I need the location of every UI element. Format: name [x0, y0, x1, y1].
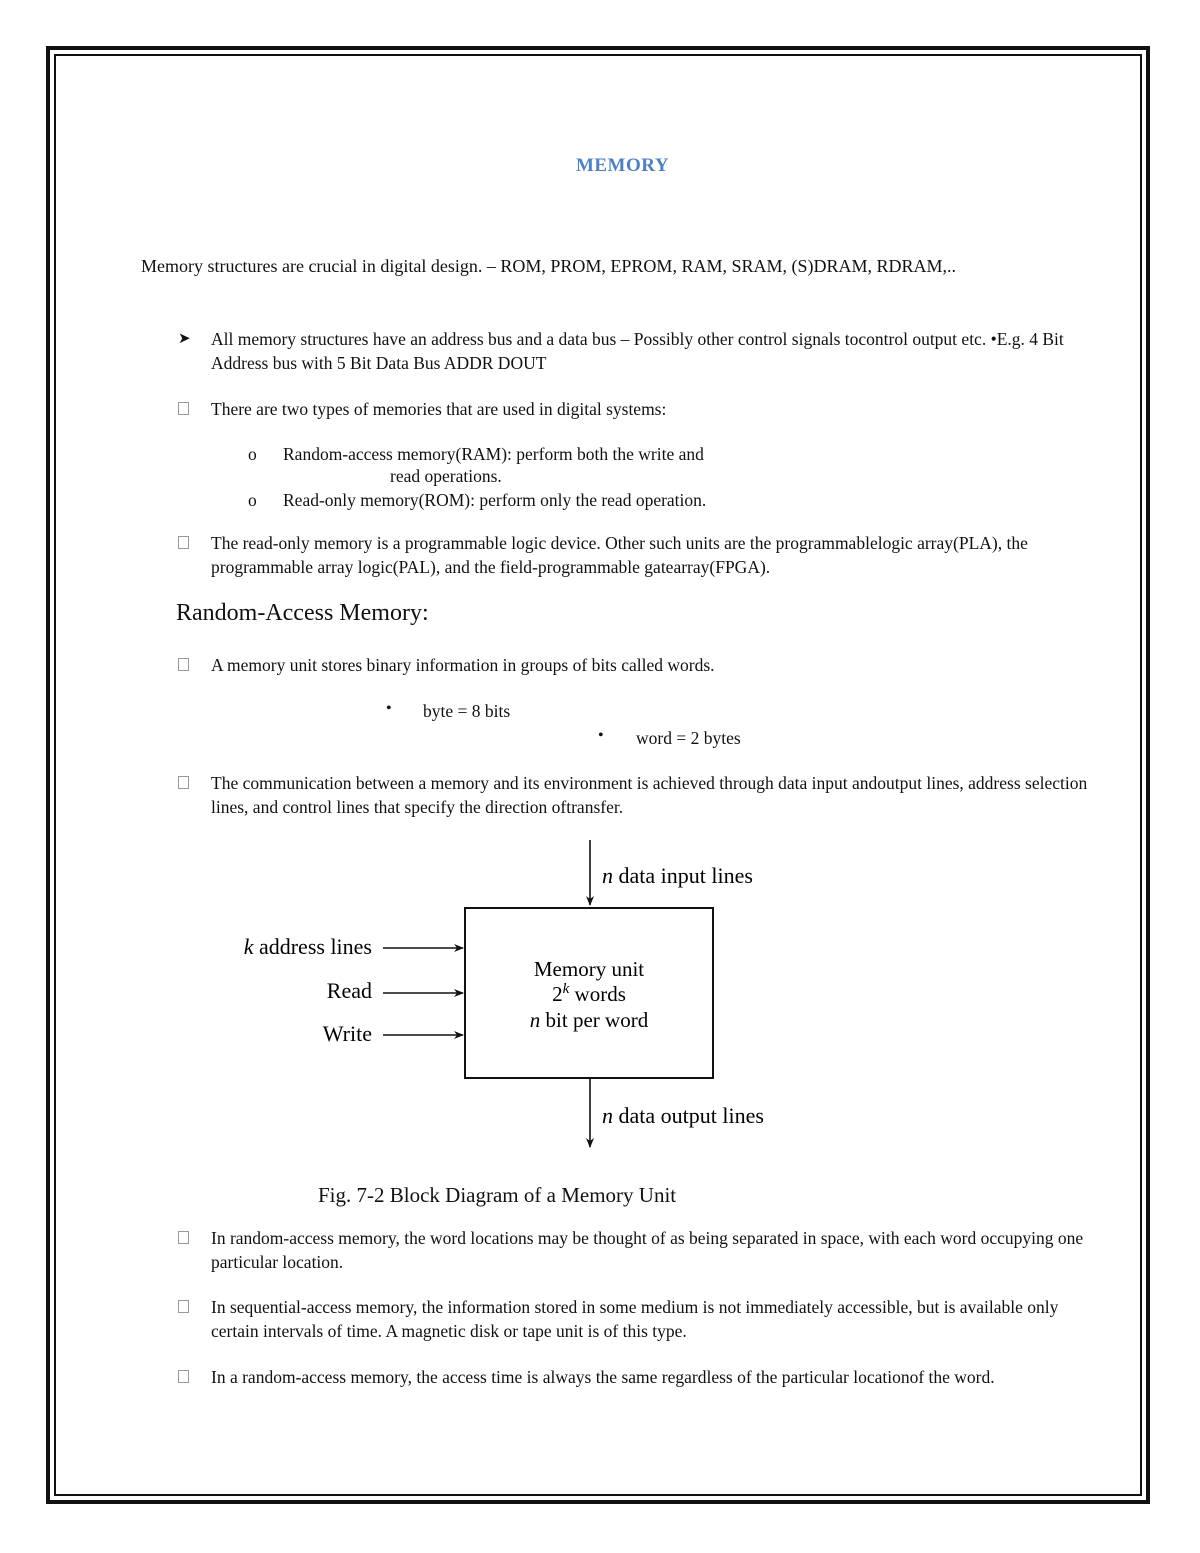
read-label: Read [326, 978, 372, 1003]
arrow-bullet-icon: ➤ [178, 331, 191, 347]
bullet-access-time [178, 1365, 1098, 1389]
sub-bullet-marker: o [248, 444, 257, 464]
box-bullet-icon [178, 1295, 202, 1321]
box-bullet-icon [178, 397, 202, 423]
dot-bullet-icon: • [598, 727, 604, 744]
bullet-communication-lines [178, 771, 1098, 819]
memory-unit-title: Memory unit [533, 957, 645, 981]
box-bullet-icon [178, 771, 202, 797]
bullet-two-types [178, 397, 1098, 421]
bullet-text: In a random-access memory, the access time is always the same regardless of the particular locationof the word. [211, 1367, 995, 1387]
bullet-read-only-memory [178, 531, 1098, 579]
bullet-text: There are two types of memories that are used in digital systems: [211, 399, 667, 419]
bullet-memory-unit-words [178, 653, 1098, 677]
bullet-address-data-bus [178, 327, 1098, 375]
bullet-text: The read-only memory is a programmable logic device. Other such units are the programmablelogic array(PLA), the programmable array logic(PAL), and the field-programmable gatearray(FPGA). [211, 533, 1028, 577]
box-bullet-icon [178, 653, 202, 679]
sub-bullet-ram-continued: read operations. [390, 466, 502, 486]
memory-unit-words: 2$^k$ words [552, 981, 626, 1006]
box-bullet-icon [178, 531, 202, 557]
dot-item-word: word = 2 bytes [636, 728, 741, 748]
write-label: Write [322, 1021, 372, 1046]
sub-bullet-ram: Random-access memory(RAM): perform both the write and [283, 444, 704, 464]
address-lines-label: k address lines [243, 934, 372, 959]
section-heading-ram: Random-Access Memory: [176, 600, 429, 626]
sub-bullet-rom: Read-only memory(ROM): perform only the read operation. [283, 490, 707, 510]
bullet-text: A memory unit stores binary information in groups of bits called words. [211, 655, 715, 675]
data-output-label: n data output lines [602, 1103, 764, 1128]
dot-bullet-icon: • [386, 700, 392, 717]
bullet-random-access-locations [178, 1226, 1098, 1274]
page-title: MEMORY [575, 155, 670, 176]
bullet-text: All memory structures have an address bus and a data bus – Possibly other control signals tocontrol output etc. •E.g. 4 Bit Address bus with 5 Bit Data Bus ADDR DOUT [211, 329, 1064, 373]
bullet-text: In random-access memory, the word locations may be thought of as being separated in space, with each word occupying one particular location. [211, 1228, 1084, 1272]
bullet-text: In sequential-access memory, the information stored in some medium is not immediately accessible, but is available only certain intervals of time. A magnetic disk or tape unit is of this type. [211, 1297, 1059, 1341]
figure-caption: Fig. 7-2 Block Diagram of a Memory Unit [318, 1183, 677, 1207]
box-bullet-icon [178, 1226, 202, 1252]
data-input-label: n data input lines [602, 863, 753, 888]
dot-item-byte: byte = 8 bits [423, 701, 511, 721]
bullet-text: The communication between a memory and its environment is achieved through data input andoutput lines, address selection lines, and control lines that specify the direction oftransfer. [211, 773, 1088, 817]
sub-bullet-marker: o [248, 490, 257, 510]
memory-unit-block-diagram [200, 835, 840, 1165]
memory-unit-bits: n bit per word [529, 1008, 649, 1032]
box-bullet-icon [178, 1365, 202, 1391]
bullet-sequential-access [178, 1295, 1098, 1343]
intro-paragraph: Memory structures are crucial in digital design. – ROM, PROM, EPROM, RAM, SRAM, (S)DRAM, RDRAM,.. [141, 256, 956, 276]
